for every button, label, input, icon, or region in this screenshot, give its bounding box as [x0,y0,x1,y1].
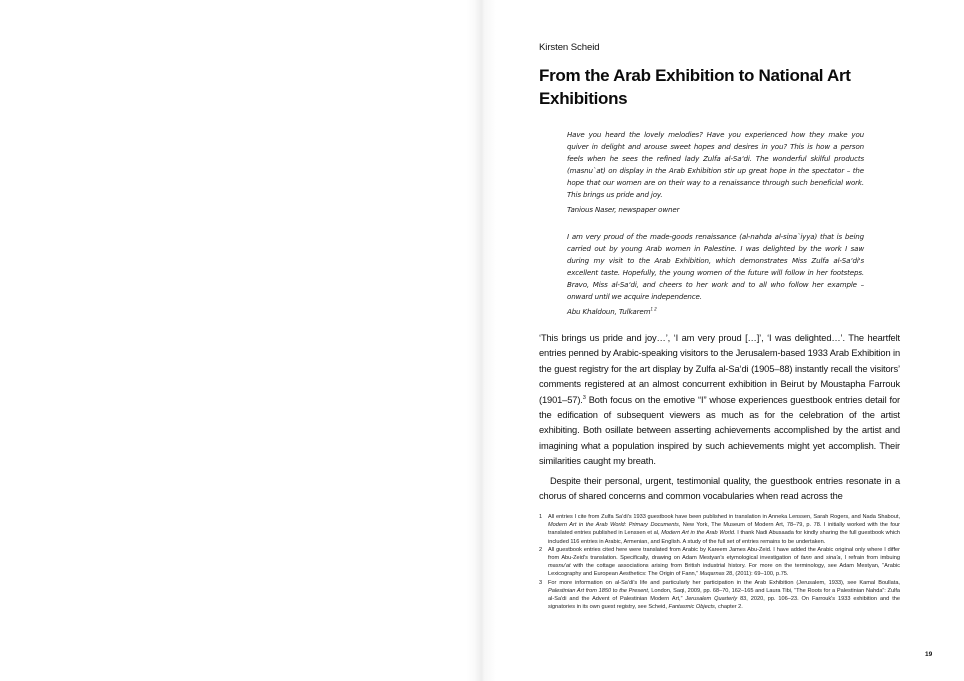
footnote-2 [539,546,900,579]
epigraph-attribution: Tanious Naser, newspaper owner [567,204,680,214]
footnote-text: All entries I cite from Zulfa Sa‘di's 1933 guestbook have been published in translation in Anneka Lenssen, Sarah Rogers, and Nada Shabout, Modern Art in the Arab World: Primary Documents, New York, The Museum of Modern Art, 78–79, p. 78. I initially worked with the four translated entries published in Lenssen et al, Modern Art in the Arab World. I thank Nadi Abusaada for kindly sharing the full guestbook which included 116 entries in Arabic, Armenian, and English. A study of the full set of entries remains to be undertaken. [548,514,900,545]
author-name: Kirsten Scheid [539,42,600,53]
footnote-1 [539,513,900,546]
epigraph-2 [567,231,864,318]
footnote-number: 1 [539,514,543,520]
chapter-title: From the Arab Exhibition to National Art Exhibitions [539,66,851,108]
epigraph-attribution [567,306,864,318]
body-paragraph: Despite their personal, urgent, testimonial quality, the guestbook entries resonate in a chorus of shared concerns and common vocabularies when read across the [539,475,900,502]
epigraph-1 [567,129,864,216]
epigraph-text: Have you heard the lovely melodies? Have you experienced how they make you quiver in delight and arouse sweet hopes and desires in you? This is how a person feels when he sees the refined lady Zulfa al-Sa‘di. The wonderful skilful products (masnu`at) on display in the Arab Exhibition stir up great hope in the spectator – the hope that our women are on their way to a renaissance through such beneficial work. This brings us pride and joy. [567,130,864,200]
epigraph-text: I am very proud of the made-goods renaissance (al-nahda al-sina`iyya) that is being carried out by young Arab women in Palestine. I was delighted by the work I saw during my visit to the Arab Exhibition, which demonstrates Miss Zulfa al-Sa‘di's excellent taste. Hopefully, the young women of the future will follow in her footsteps. Bravo, Miss al-Sa‘di, and cheers to her work and to all who follow her example – onward until we acquire independence. [567,232,864,302]
attribution-name: Abu Khaldoun, Tulkarem [567,306,651,316]
footnote-ref[interactable]: 3 [582,394,586,401]
footnote-ref[interactable]: 1 2 [650,307,657,313]
footnote-text: For more information on al-Sa'di's life and particularly her participation in the Arab Exhibition (Jerusalem, 1933), see Kamal Boullata, Palestinian Art from 1850 to the Present, London, Saqi, 2009, pp. 68–70, 162–165 and Laura Tibi, “The Roots for a Palestinian Nahda”: Zulfa al-Sa'di and the Advent of Palestinian Modern Art,” Jerusalem Quarterly 83, 2020, pp. 106–23. On Farrouk's 1933 exhibition and the signatories in its own guest registry, see Scheid, Fantasmic Objects, chapter 2. [548,579,900,611]
body-paragraph: ‘This brings us pride and joy…’, ‘I am very proud […]’, ‘I was delighted…’. The heartfelt entries penned by Arabic-speaking visitors to the Jerusalem-based 1933 Arab Exhibition in the guest registry for the art display by Zulfa al-Sa‘di (1905–88) instantly recall the visitors’ comments registered at an almost concurrent exhibition in Beirut by Moustapha Farrouk (1901–57).$^3$ Both focus on the emotive “I” whose experiences guestbook entries detail for the edification of subsequent viewers as much as for the celebration of the artist exhibiting. Both osillate between asserting achievements accomplished by the artist and imagining what a population inspired by such achievements might yet accomplish. Their similarities caught my breath. [539,333,900,467]
footnotes [539,513,900,611]
page-number: 19 [925,651,933,658]
footnote-3 [539,579,900,612]
footnote-number: 3 [539,579,543,586]
body-text [539,331,900,504]
footnote-number: 2 [539,546,543,553]
footnote-text: All guestbook entries cited here were translated from Arabic by Kareem James Abu-Zeid. I have added the Arabic original only where I differ from Abu-Zeid's translation. Specifically, drawing on Adam Mestyan's etymological investigation of fann and sina'a, I refrain from imbuing masnu'at with the cottage associations arising from British industrial history. For more on the terminology, see Adam Mestyan, “Arabic Lexicography and European Aesthetics: The Origin of Fann,” Muqarnas 28, (2011): 69–100, p.75. [548,546,900,578]
